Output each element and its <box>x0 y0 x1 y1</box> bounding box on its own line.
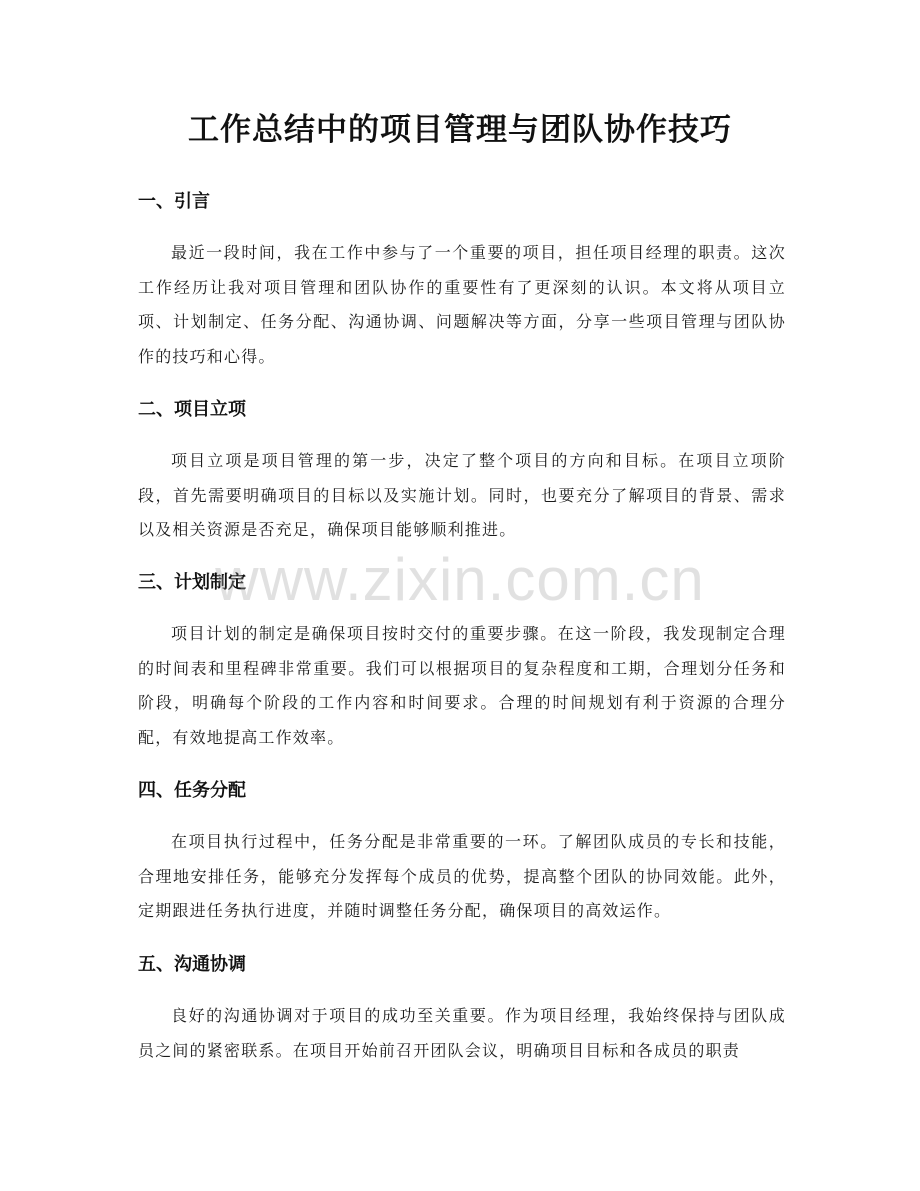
section-heading-introduction: 一、引言 <box>138 191 210 212</box>
section-paragraph-communication: 良好的沟通协调对于项目的成功至关重要。作为项目经理，我始终保持与团队成员之间的紧密联系。在项目开始前召开团队会议，明确项目目标和各成员的职责 <box>138 1006 786 1060</box>
section-paragraph-introduction: 最近一段时间，我在工作中参与了一个重要的项目，担任项目经理的职责。这次工作经历让我对项目管理和团队协作的重要性有了更深刻的认识。本文将从项目立项、计划制定、任务分配、沟通协调、问题解决等方面，分享一些项目管理与团队协作的技巧和心得。 <box>138 243 786 366</box>
section-heading-planning: 三、计划制定 <box>138 572 246 593</box>
section-paragraph-project-initiation: 项目立项是项目管理的第一步，决定了整个项目的方向和目标。在项目立项阶段，首先需要明确项目的目标以及实施计划。同时，也要充分了解项目的背景、需求以及相关资源是否充足，确保项目能够顺利推进。 <box>138 451 786 539</box>
section-paragraph-planning: 项目计划的制定是确保项目按时交付的重要步骤。在这一阶段，我发现制定合理的时间表和里程碑非常重要。我们可以根据项目的复杂程度和工期，合理划分任务和阶段，明确每个阶段的工作内容和时间要求。合理的时间规划有利于资源的合理分配，有效地提高工作效率。 <box>138 624 786 747</box>
section-heading-project-initiation: 二、项目立项 <box>138 399 246 420</box>
section-paragraph-task-allocation: 在项目执行过程中，任务分配是非常重要的一环。了解团队成员的专长和技能，合理地安排任务，能够充分发挥每个成员的优势，提高整个团队的协同效能。此外，定期跟进任务执行进度，并随时调整任务分配，确保项目的高效运作。 <box>138 832 786 920</box>
document-title: 工作总结中的项目管理与团队协作技巧 <box>188 112 732 148</box>
watermark-text: www.zixin.com.cn <box>215 546 705 613</box>
section-heading-communication: 五、沟通协调 <box>138 954 246 975</box>
section-heading-task-allocation: 四、任务分配 <box>138 780 246 801</box>
